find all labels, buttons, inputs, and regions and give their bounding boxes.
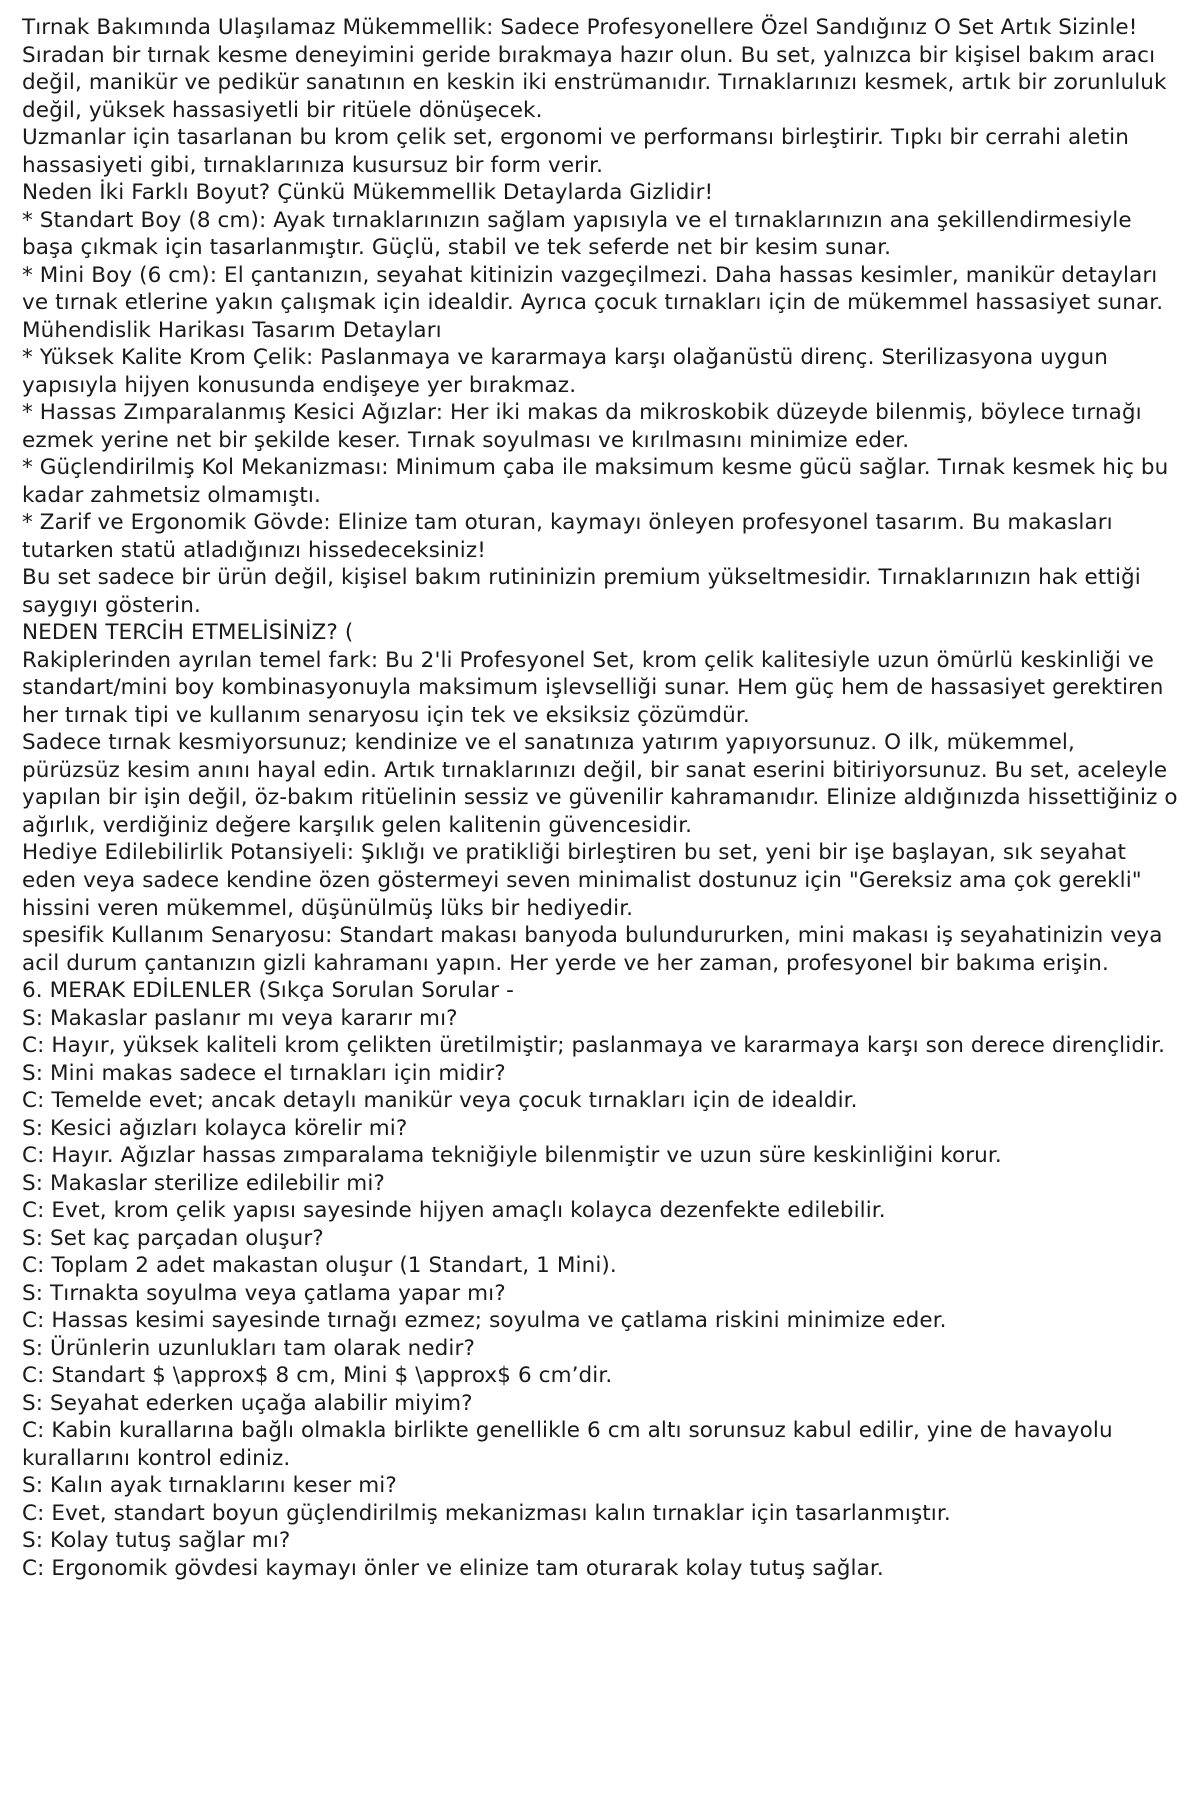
faq-answer: C: Evet, standart boyun güçlendirilmiş mekanizması kalın tırnaklar için tasarlanmıştır. bbox=[22, 1500, 951, 1526]
paragraph-gift-potential: Hediye Edilebilirlik Potansiyeli: Şıklığı ve pratikliği birleştiren bu set, yeni bir işe başlayan, sık seyahat eden veya sadece kendine özen göstermeyi seven minimalist dostunuz için "Gereksiz ama çok gerekli" hissini veren mükemmel, düşünülmüş lüks bir hediyedir. bbox=[22, 840, 1149, 921]
faq-question: S: Kalın ayak tırnaklarını keser mi? bbox=[22, 1473, 397, 1499]
faq-answer: C: Standart $ \approx$ 8 cm, Mini $ \approx$ 6 cm’dir. bbox=[22, 1363, 613, 1389]
bullet-ergonomic-body: * Zarif ve Ergonomik Gövde: Elinize tam oturan, kaymayı önleyen profesyonel tasarım. Bu makasları tutarken statü atladığınızı hissedeceksiniz! bbox=[22, 510, 1120, 563]
faq-question: S: Makaslar sterilize edilebilir mi? bbox=[22, 1170, 385, 1196]
bullet-standard-size: * Standart Boy (8 cm): Ayak tırnaklarınızın sağlam yapısıyla ve el tırnaklarınızın ana şekillendirmesiyle başa çıkmak için tasarlanmıştır. Güçlü, stabil ve tek seferde net bir kesim sunar. bbox=[22, 207, 1139, 261]
paragraph-usage-scenario: spesifik Kullanım Senaryosu: Standart makası banyoda bulundururken, mini makası iş seyahatinizin veya acil durum çantanızın gizli kahramanı yapın. Her yerde ve her zaman, profesyonel bir bakıma erişin. bbox=[22, 923, 1170, 976]
faq-question: S: Tırnakta soyulma veya çatlama yapar mı? bbox=[22, 1280, 506, 1306]
faq-question: S: Makaslar paslanır mı veya kararır mı? bbox=[22, 1005, 458, 1031]
bullet-sharpened-blades: * Hassas Zımparalanmış Kesici Ağızlar: Her iki makas da mikroskobik düzeyde bilenmiş, böylece tırnağı ezmek yerine net bir şekilde keser. Tırnak soyulması ve kırılmasını minimize eder. bbox=[22, 400, 1149, 453]
faq-answer: C: Hayır. Ağızlar hassas zımparalama tekniğiyle bilenmiştir ve uzun süre keskinliğini korur. bbox=[22, 1143, 1002, 1169]
bullet-lever-mechanism: * Güçlendirilmiş Kol Mekanizması: Minimum çaba ile maksimum kesme gücü sağlar. Tırnak kesmek hiç bu kadar zahmetsiz olmamıştı. bbox=[22, 455, 1176, 508]
faq-question: S: Kesici ağızları kolayca körelir mi? bbox=[22, 1115, 408, 1141]
faq-answer: C: Hassas kesimi sayesinde tırnağı ezmez; soyulma ve çatlama riskini minimize eder. bbox=[22, 1308, 947, 1334]
faq-question: S: Kolay tutuş sağlar mı? bbox=[22, 1528, 291, 1554]
faq-list bbox=[22, 1005, 1178, 1583]
paragraph-premium-upgrade: Bu set sadece bir ürün değil, kişisel bakım rutininizin premium yükseltmesidir. Tırnaklarınızın hak ettiği saygıyı gösterin. bbox=[22, 565, 1148, 618]
faq-question: S: Set kaç parçadan oluşur? bbox=[22, 1225, 324, 1251]
faq-question: S: Mini makas sadece el tırnakları için midir? bbox=[22, 1060, 506, 1086]
paragraph-self-investment: Sadece tırnak kesmiyorsunuz; kendinize ve el sanatınıza yatırım yapıyorsunuz. O ilk, mükemmel, pürüzsüz kesim anını hayal edin. Artık tırnaklarınızı değil, bir sanat eserini bitiriyorsunuz. Bu set, aceleyle yapılan bir işin değil, öz-bakım ritüelinin sessiz ve güvenilir kahramanıdır. Elinize aldığınızda hissettiğiniz o ağırlık, verdiğiniz değere karşılık gelen kalitenin güvencesidir. bbox=[22, 730, 1185, 838]
page-title: Tırnak Bakımında Ulaşılamaz Mükemmellik: Sadece Profesyonellere Özel Sandığınız O Set Artık Sizinle! bbox=[22, 15, 1138, 40]
faq-answer: C: Temelde evet; ancak detaylı manikür veya çocuk tırnakları için de idealdir. bbox=[22, 1088, 858, 1114]
document-body bbox=[22, 14, 1185, 1582]
section-heading-why-choose: NEDEN TERCİH ETMELİSİNİZ? ( bbox=[22, 620, 354, 646]
section-heading-sizes: Neden İki Farklı Boyut? Çünkü Mükemmellik Detaylarda Gizlidir! bbox=[22, 180, 714, 206]
faq-answer: C: Kabin kurallarına bağlı olmakla birlikte genellikle 6 cm altı sorunsuz kabul edilir, yine de havayolu kurallarını kontrol ediniz. bbox=[22, 1418, 1120, 1471]
bullet-chrome-steel: * Yüksek Kalite Krom Çelik: Paslanmaya ve kararmaya karşı olağanüstü direnç. Sterilizasyona uygun yapısıyla hijyen konusunda endişeye yer bırakmaz. bbox=[22, 345, 1115, 398]
paragraph-expert-design: Uzmanlar için tasarlanan bu krom çelik set, ergonomi ve performansı birleştirir. Tıpkı bir cerrahi aletin hassasiyeti gibi, tırnaklarınıza kusursuz bir form verir. bbox=[22, 125, 1136, 178]
faq-answer: C: Hayır, yüksek kaliteli krom çelikten üretilmiştir; paslanmaya ve kararmaya karşı son derece dirençlidir. bbox=[22, 1033, 1166, 1059]
paragraph-intro: Sıradan bir tırnak kesme deneyimini geride bırakmaya hazır olun. Bu set, yalnızca bir kişisel bakım aracı değil, manikür ve pedikür sanatının en keskin iki enstrümanıdır. Tırnaklarınızı kesmek, artık bir zorunluluk değil, yüksek hassasiyetli bir ritüele dönüşecek. bbox=[22, 42, 1174, 123]
section-heading-design-details: Mühendislik Harikası Tasarım Detayları bbox=[22, 317, 442, 343]
section-heading-faq: 6. MERAK EDİLENLER (Sıkça Sorulan Sorular - bbox=[22, 978, 514, 1004]
faq-answer: C: Toplam 2 adet makastan oluşur (1 Standart, 1 Mini). bbox=[22, 1253, 617, 1279]
bullet-mini-size: * Mini Boy (6 cm): El çantanızın, seyahat kitinizin vazgeçilmezi. Daha hassas kesimler, manikür detayları ve tırnak etlerine yakın çalışmak için idealdir. Ayrıca çocuk tırnakları için de mükemmel hassasiyet sunar. bbox=[22, 262, 1165, 316]
faq-question: S: Seyahat ederken uçağa alabilir miyim? bbox=[22, 1390, 473, 1416]
faq-answer: C: Ergonomik gövdesi kaymayı önler ve elinize tam oturarak kolay tutuş sağlar. bbox=[22, 1555, 884, 1581]
faq-answer: C: Evet, krom çelik yapısı sayesinde hijyen amaçlı kolayca dezenfekte edilebilir. bbox=[22, 1198, 886, 1224]
paragraph-key-difference: Rakiplerinden ayrılan temel fark: Bu 2'li Profesyonel Set, krom çelik kalitesiyle uzun ömürlü keskinliği ve standart/mini boy kombinasyonuyla maksimum işlevselliği sunar. Hem güç hem de hassasiyet gerektiren her tırnak tipi ve kullanım senaryosu için tek ve eksiksiz çözümdür. bbox=[22, 647, 1171, 728]
faq-question: S: Ürünlerin uzunlukları tam olarak nedir? bbox=[22, 1335, 475, 1361]
